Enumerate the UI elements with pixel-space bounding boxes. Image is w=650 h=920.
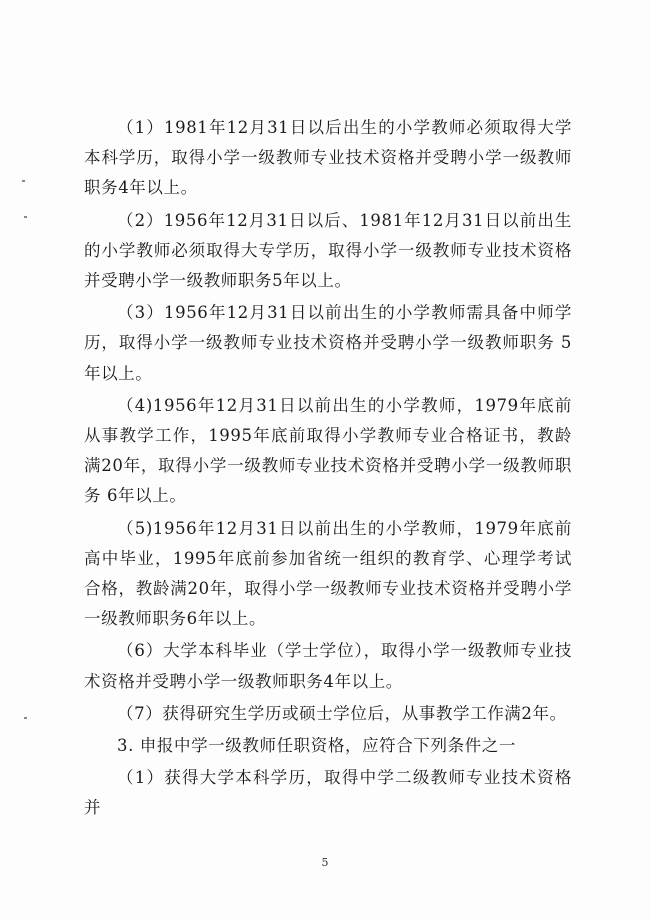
scan-speck	[24, 216, 27, 218]
paragraph-4: （4)1956年12月31日以前出生的小学教师，1979年底前从事教学工作，1995年底前取得小学教师专业合格证书，教龄满20年，取得小学一级教师专业技术资格并受聘小学一级教师职务 6年以上。	[84, 395, 572, 506]
document-body	[84, 113, 572, 826]
page-number: 5	[321, 856, 329, 869]
scan-speck	[22, 180, 25, 182]
section-heading-3: 3. 申报中学一级教师任职资格，应符合下列条件之一	[117, 736, 516, 756]
paragraph-7: （7）获得研究生学历或硕士学位后，从事教学工作满2年。	[117, 703, 567, 723]
paragraph-3: （3）1956年12月31日以前出生的小学教师需具备中师学历，取得小学一级教师专业技术资格并受聘小学一级教师职务 5年以上。	[84, 303, 572, 383]
paragraph-6: （6）大学本科毕业（学士学位），取得小学一级教师专业技术资格并受聘小学一级教师职务4年以上。	[84, 641, 572, 691]
scan-speck	[24, 717, 27, 719]
paragraph-8: （1）获得大学本科学历，取得中学二级教师专业技术资格并	[84, 768, 572, 818]
paragraph-1: （1）1981年12月31日以后出生的小学教师必须取得大学本科学历，取得小学一级教师专业技术资格并受聘小学一级教师职务4年以上。	[84, 118, 572, 198]
paragraph-5: （5)1956年12月31日以前出生的小学教师，1979年底前高中毕业，1995年底前参加省统一组织的教育学、心理学考试合格，教龄满20年，取得小学一级教师专业技术资格并受聘小学一级教师职务6年以上。	[84, 518, 572, 629]
paragraph-2: （2）1956年12月31日以后、1981年12月31日以前出生的小学教师必须取得大专学历，取得小学一级教师专业技术资格并受聘小学一级教师职务5年以上。	[84, 210, 572, 291]
